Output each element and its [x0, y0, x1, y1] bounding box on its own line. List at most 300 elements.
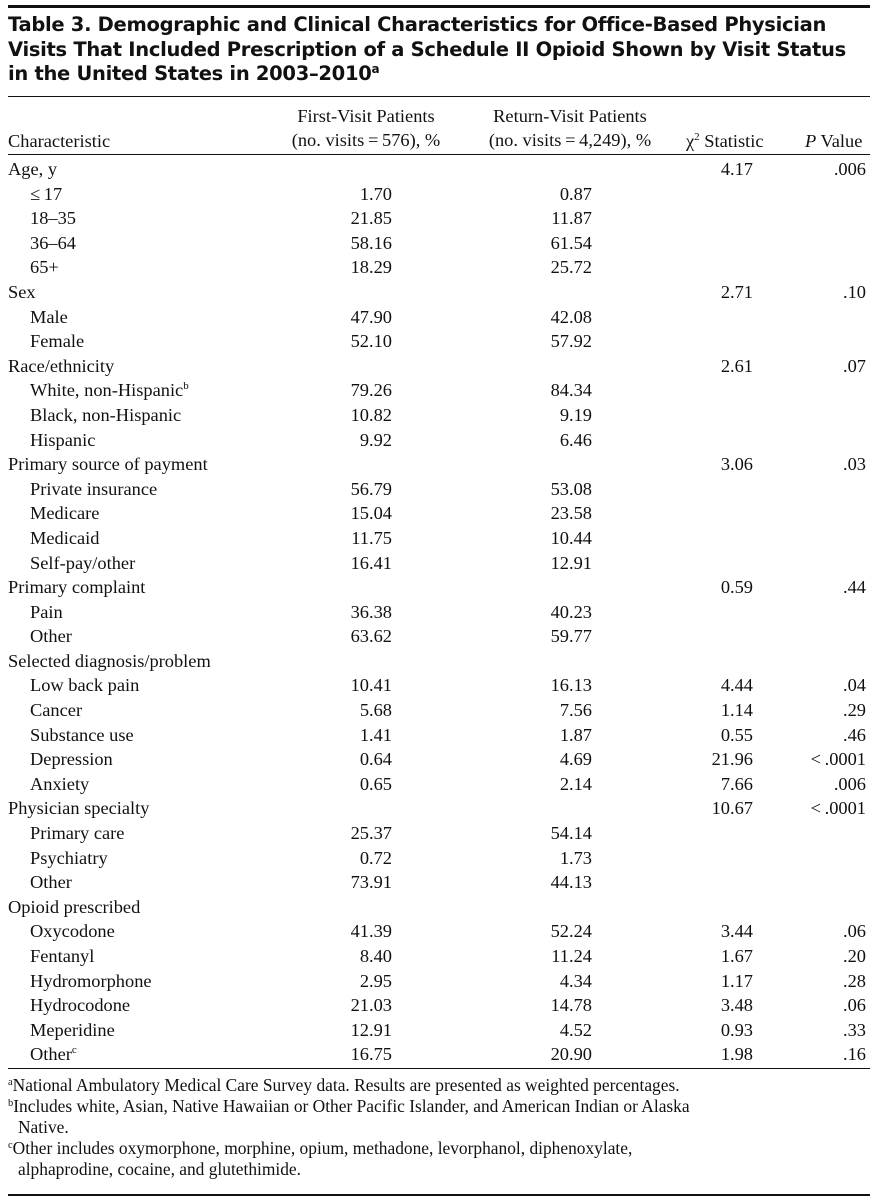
cell-first-visit: [351, 255, 392, 280]
cell-characteristic: [8, 895, 140, 920]
cell-characteristic-text: 18–35: [30, 208, 76, 229]
cell-return-visit-text: 0.87: [559, 183, 592, 204]
cell-characteristic: [30, 846, 108, 871]
cell-return-visit-text: 84.34: [550, 380, 592, 401]
cell-characteristic: [30, 821, 124, 846]
cell-first-visit-text: 73.91: [350, 872, 392, 893]
cell-characteristic: [30, 969, 152, 994]
cell-characteristic-text: Pain: [30, 601, 63, 622]
table-row: [8, 403, 870, 428]
cell-first-visit-text: 10.82: [350, 404, 392, 425]
cell-characteristic-text: Fentanyl: [30, 946, 95, 966]
table-row-category: [8, 354, 870, 379]
header-first-visit-line1: First-Visit Patients: [297, 106, 435, 126]
cell-characteristic: [30, 403, 181, 428]
cell-return-visit: [551, 378, 592, 403]
cell-p-value-text: .06: [843, 921, 866, 942]
cell-chi-square: [721, 919, 753, 944]
cell-first-visit-text: 1.70: [359, 183, 392, 204]
cell-return-visit-text: 52.24: [550, 921, 592, 942]
cell-return-visit: [560, 403, 592, 428]
table-row: [8, 1018, 870, 1043]
cell-first-visit: [351, 403, 392, 428]
cell-chi-square: [721, 1042, 753, 1067]
cell-characteristic: [30, 526, 99, 551]
cell-return-visit-text: 1.73: [559, 847, 592, 868]
cell-p-value-text: .20: [843, 946, 866, 966]
cell-characteristic: [30, 698, 82, 723]
cell-characteristic-text: ≤ 17: [30, 183, 63, 204]
cell-p-value-text: < .0001: [810, 798, 866, 819]
table-row: [8, 944, 870, 969]
cell-return-visit-text: 11.24: [551, 946, 592, 966]
table-row: [8, 772, 870, 797]
cell-characteristic-text: Primary complaint: [8, 577, 146, 598]
cell-first-visit-text: 0.65: [359, 773, 392, 794]
cell-first-visit: [360, 182, 392, 207]
table-row: [8, 501, 870, 526]
table-row: [8, 182, 870, 207]
cell-return-visit: [560, 698, 592, 723]
cell-characteristic-text: Psychiatry: [30, 847, 108, 868]
cell-chi-square-text: 0.55: [720, 724, 753, 745]
table-row: [8, 551, 870, 576]
cell-first-visit-text: 8.40: [359, 946, 392, 966]
cell-characteristic: [30, 624, 72, 649]
cell-chi-square-text: 2.61: [720, 355, 753, 376]
header-p-italic: P: [805, 131, 817, 151]
table-row: [8, 821, 870, 846]
cell-return-visit-text: 1.87: [559, 724, 592, 745]
cell-return-visit: [560, 428, 592, 453]
footnote-mark: c: [71, 1044, 77, 1057]
table-row: [8, 723, 870, 748]
cell-p-value: [843, 1042, 866, 1067]
cell-first-visit-text: 9.92: [359, 429, 392, 450]
cell-first-visit-text: 10.41: [350, 675, 392, 696]
cell-return-visit: [560, 772, 592, 797]
body-bottom-rule: [8, 1068, 870, 1069]
top-rule: [8, 5, 870, 8]
cell-return-visit-text: 4.34: [559, 970, 592, 991]
cell-p-value: [843, 944, 866, 969]
footnote: [8, 1075, 870, 1096]
cell-return-visit: [551, 944, 592, 969]
cell-characteristic: [8, 452, 208, 477]
cell-return-visit: [551, 206, 592, 231]
cell-return-visit: [551, 624, 592, 649]
cell-p-value: [834, 772, 866, 797]
cell-return-visit: [551, 551, 592, 576]
cell-return-visit: [551, 231, 592, 256]
cell-first-visit-text: 79.26: [350, 380, 392, 401]
cell-first-visit-text: 0.64: [359, 749, 392, 770]
table-row: [8, 526, 870, 551]
cell-characteristic: [30, 723, 134, 748]
cell-characteristic: [8, 796, 149, 821]
cell-return-visit-text: 4.52: [559, 1019, 592, 1040]
table-row: [8, 231, 870, 256]
table-title-footnote-mark: a: [371, 62, 380, 76]
cell-return-visit-text: 59.77: [550, 626, 592, 647]
cell-return-visit-text: 14.78: [550, 995, 592, 1016]
cell-return-visit: [551, 255, 592, 280]
cell-characteristic-text: Anxiety: [30, 773, 90, 794]
cell-characteristic: [30, 944, 94, 969]
cell-chi-square: [721, 969, 753, 994]
cell-chi-square: [721, 723, 753, 748]
cell-first-visit-text: 1.41: [359, 724, 392, 745]
cell-return-visit: [551, 919, 592, 944]
cell-characteristic: [30, 1042, 77, 1067]
cell-return-visit: [560, 747, 592, 772]
footnote: [8, 1138, 870, 1180]
cell-return-visit-text: 23.58: [550, 503, 592, 524]
cell-p-value: [843, 452, 866, 477]
cell-chi-square-text: 7.66: [720, 773, 753, 794]
cell-characteristic-text: Selected diagnosis/problem: [8, 650, 211, 671]
cell-return-visit: [560, 182, 592, 207]
cell-characteristic-text: Oxycodone: [30, 921, 115, 942]
cell-characteristic-text: Private insurance: [30, 478, 158, 499]
cell-first-visit: [351, 477, 392, 502]
footnote-text: National Ambulatory Medical Care Survey data. Results are presented as weighted percentages.: [12, 1075, 680, 1095]
cell-characteristic-text: Low back pain: [30, 675, 140, 696]
cell-chi-square-text: 4.44: [720, 675, 753, 696]
table-row: [8, 1042, 870, 1067]
cell-return-visit-text: 16.13: [550, 675, 592, 696]
table-row: [8, 698, 870, 723]
cell-characteristic-text: Other: [30, 1044, 72, 1065]
cell-characteristic-text: Age, y: [8, 159, 58, 179]
cell-return-visit: [551, 600, 592, 625]
cell-first-visit: [351, 329, 392, 354]
table-row: [8, 255, 870, 280]
cell-first-visit-text: 36.38: [350, 601, 392, 622]
cell-return-visit-text: 4.69: [559, 749, 592, 770]
cell-chi-square: [721, 673, 753, 698]
cell-chi-square-text: 1.17: [720, 970, 753, 991]
cell-characteristic-text: Cancer: [30, 700, 83, 721]
cell-first-visit: [360, 747, 392, 772]
cell-characteristic-text: Female: [30, 331, 85, 352]
cell-characteristic: [30, 772, 89, 797]
cell-p-value: [843, 993, 866, 1018]
cell-characteristic-text: Primary care: [30, 823, 125, 844]
header-chi-square: [686, 129, 764, 153]
cell-return-visit-text: 40.23: [550, 601, 592, 622]
cell-chi-square-text: 1.98: [720, 1044, 753, 1065]
cell-first-visit: [360, 969, 392, 994]
header-chi-label: Statistic: [699, 131, 764, 151]
footnote-text-continued: alphaprodine, cocaine, and glutethimide.: [18, 1159, 301, 1179]
cell-chi-square: [712, 747, 753, 772]
cell-first-visit: [351, 821, 392, 846]
cell-return-visit: [551, 501, 592, 526]
cell-return-visit: [551, 526, 592, 551]
cell-chi-square-text: 1.14: [720, 700, 753, 721]
cell-return-visit-text: 12.91: [550, 552, 592, 573]
cell-first-visit: [351, 624, 392, 649]
footnotes: [8, 1075, 870, 1180]
footnote: [8, 1096, 870, 1138]
cell-characteristic: [30, 870, 72, 895]
table-row: [8, 477, 870, 502]
cell-first-visit: [351, 870, 392, 895]
table-row: [8, 624, 870, 649]
cell-return-visit-text: 25.72: [550, 257, 592, 278]
cell-characteristic: [30, 1018, 115, 1043]
table-row: [8, 329, 870, 354]
cell-characteristic: [30, 329, 84, 354]
cell-characteristic-text: Other: [30, 626, 72, 647]
header-p-label: Value: [816, 131, 863, 151]
cell-first-visit-text: 47.90: [350, 306, 392, 327]
cell-first-visit: [351, 378, 392, 403]
cell-return-visit: [560, 969, 592, 994]
cell-characteristic: [30, 305, 68, 330]
cell-p-value-text: .46: [843, 724, 866, 745]
cell-first-visit-text: 21.03: [350, 995, 392, 1016]
table-header: [8, 104, 870, 154]
cell-return-visit-text: 6.46: [559, 429, 592, 450]
cell-first-visit-text: 25.37: [350, 823, 392, 844]
cell-characteristic: [30, 747, 113, 772]
header-chi-sup: 2: [694, 131, 700, 143]
cell-first-visit-text: 2.95: [359, 970, 392, 991]
footnote-text: Other includes oxymorphone, morphine, opium, methadone, levorphanol, diphenoxylate,: [12, 1138, 633, 1158]
cell-characteristic-text: Meperidine: [30, 1019, 115, 1040]
cell-return-visit-text: 61.54: [550, 232, 592, 253]
cell-chi-square: [721, 452, 753, 477]
footnote-mark: b: [183, 380, 189, 393]
cell-first-visit-text: 16.41: [350, 552, 392, 573]
cell-characteristic: [8, 575, 145, 600]
table-row-category: [8, 157, 870, 182]
cell-return-visit: [551, 821, 592, 846]
header-p-value: [805, 129, 862, 153]
cell-characteristic-text: Medicaid: [30, 527, 100, 548]
table-row-category: [8, 280, 870, 305]
cell-p-value-text: .44: [843, 577, 866, 598]
cell-first-visit-text: 41.39: [350, 921, 392, 942]
cell-characteristic-text: Hydrocodone: [30, 995, 131, 1016]
cell-characteristic: [30, 428, 95, 453]
cell-return-visit: [560, 1018, 592, 1043]
cell-first-visit: [351, 501, 392, 526]
cell-characteristic: [30, 551, 135, 576]
cell-characteristic-text: 36–64: [30, 232, 76, 253]
cell-chi-square-text: 1.67: [720, 946, 753, 966]
cell-first-visit: [351, 919, 392, 944]
cell-return-visit: [551, 329, 592, 354]
table-row: [8, 919, 870, 944]
cell-first-visit: [351, 993, 392, 1018]
cell-characteristic-text: Hispanic: [30, 429, 96, 450]
cell-p-value: [843, 575, 866, 600]
table-row: [8, 206, 870, 231]
cell-return-visit: [551, 673, 592, 698]
header-chi-symbol: χ: [686, 131, 695, 151]
cell-p-value-text: .28: [843, 970, 866, 991]
cell-first-visit: [360, 723, 392, 748]
cell-return-visit-text: 42.08: [550, 306, 592, 327]
cell-return-visit-text: 10.44: [550, 527, 592, 548]
cell-p-value-text: .006: [833, 773, 866, 794]
cell-first-visit: [351, 673, 392, 698]
table-row-category: [8, 575, 870, 600]
cell-characteristic: [30, 206, 76, 231]
cell-first-visit-text: 21.85: [350, 208, 392, 229]
cell-characteristic: [30, 477, 157, 502]
cell-first-visit: [360, 772, 392, 797]
header-return-visit: [470, 104, 670, 152]
cell-p-value-text: .006: [833, 159, 866, 179]
cell-chi-square: [721, 575, 753, 600]
cell-first-visit: [351, 551, 392, 576]
cell-chi-square-text: 3.06: [720, 454, 753, 475]
cell-characteristic: [30, 182, 62, 207]
cell-p-value: [843, 1018, 866, 1043]
cell-chi-square-text: 3.44: [720, 921, 753, 942]
cell-characteristic-text: Race/ethnicity: [8, 355, 115, 376]
cell-characteristic-text: Opioid prescribed: [8, 896, 141, 917]
cell-characteristic-text: White, non-Hispanic: [30, 380, 184, 401]
footnote-text-continued: Native.: [18, 1117, 69, 1137]
cell-p-value-text: .10: [843, 281, 866, 302]
header-first-visit-line2: (no. visits = 576), %: [291, 130, 441, 150]
cell-characteristic: [8, 354, 114, 379]
cell-chi-square-text: 0.93: [720, 1019, 753, 1040]
cell-first-visit-text: 63.62: [350, 626, 392, 647]
cell-return-visit: [551, 993, 592, 1018]
cell-first-visit-text: 5.68: [359, 700, 392, 721]
cell-characteristic: [8, 157, 57, 182]
cell-characteristic-text: Depression: [30, 749, 113, 770]
cell-return-visit: [551, 305, 592, 330]
cell-characteristic: [30, 501, 99, 526]
cell-p-value-text: .16: [843, 1044, 866, 1065]
table-title: [8, 13, 870, 87]
cell-characteristic-text: Sex: [8, 281, 36, 302]
cell-first-visit: [351, 231, 392, 256]
cell-first-visit: [351, 600, 392, 625]
cell-chi-square: [721, 772, 753, 797]
cell-characteristic: [30, 993, 130, 1018]
footnote-mark: b: [8, 1098, 14, 1109]
cell-first-visit-text: 12.91: [350, 1019, 392, 1040]
cell-chi-square-text: 2.71: [720, 281, 753, 302]
header-return-visit-line2: (no. visits = 4,249), %: [488, 130, 652, 150]
cell-p-value: [843, 673, 866, 698]
table-body: [8, 157, 870, 1067]
header-characteristic: Characteristic: [8, 131, 111, 151]
footnote-mark: a: [8, 1077, 13, 1088]
cell-return-visit: [560, 846, 592, 871]
cell-characteristic-text: Self-pay/other: [30, 552, 136, 573]
table-row: [8, 673, 870, 698]
cell-characteristic-text: Primary source of payment: [8, 454, 208, 475]
cell-p-value-text: .33: [843, 1019, 866, 1040]
cell-first-visit: [351, 526, 392, 551]
cell-return-visit-text: 53.08: [550, 478, 592, 499]
cell-return-visit-text: 7.56: [559, 700, 592, 721]
cell-first-visit: [351, 1018, 392, 1043]
cell-chi-square-text: 3.48: [720, 995, 753, 1016]
cell-chi-square-text: 10.67: [711, 798, 753, 819]
footnote-text: Includes white, Asian, Native Hawaiian or Other Pacific Islander, and American Indian or Alaska: [13, 1096, 690, 1116]
cell-p-value-text: .29: [843, 700, 866, 721]
cell-p-value-text: .07: [843, 355, 866, 376]
cell-p-value-text: .06: [843, 995, 866, 1016]
cell-first-visit: [360, 698, 392, 723]
cell-return-visit-text: 57.92: [550, 331, 592, 352]
cell-first-visit-text: 15.04: [350, 503, 392, 524]
cell-p-value: [843, 280, 866, 305]
cell-p-value: [843, 698, 866, 723]
cell-chi-square-text: 21.96: [711, 749, 753, 770]
table-row: [8, 600, 870, 625]
cell-characteristic-text: Male: [30, 306, 68, 327]
cell-first-visit: [360, 428, 392, 453]
cell-chi-square: [721, 280, 753, 305]
cell-first-visit-text: 0.72: [359, 847, 392, 868]
cell-chi-square-text: 0.59: [720, 577, 753, 598]
cell-characteristic: [30, 919, 115, 944]
cell-characteristic: [30, 673, 139, 698]
cell-chi-square: [721, 157, 753, 182]
cell-first-visit-text: 18.29: [350, 257, 392, 278]
header-return-visit-line1: Return-Visit Patients: [493, 106, 647, 126]
table-row: [8, 378, 870, 403]
cell-first-visit: [351, 1042, 392, 1067]
cell-p-value: [843, 354, 866, 379]
cell-chi-square: [721, 698, 753, 723]
cell-first-visit: [360, 846, 392, 871]
cell-p-value: [811, 796, 866, 821]
cell-characteristic: [30, 378, 189, 403]
bottom-rule: [8, 1194, 870, 1196]
cell-return-visit: [551, 870, 592, 895]
cell-chi-square: [721, 944, 753, 969]
cell-chi-square: [721, 1018, 753, 1043]
cell-return-visit-text: 44.13: [550, 872, 592, 893]
table-row: [8, 993, 870, 1018]
title-rule: [8, 96, 870, 97]
table-row: [8, 305, 870, 330]
cell-return-visit: [551, 1042, 592, 1067]
cell-return-visit-text: 11.87: [551, 208, 592, 229]
cell-first-visit: [360, 944, 392, 969]
cell-first-visit-text: 11.75: [351, 527, 392, 548]
cell-p-value-text: .04: [843, 675, 866, 696]
cell-first-visit-text: 58.16: [350, 232, 392, 253]
cell-return-visit-text: 9.19: [559, 404, 592, 425]
table-row: [8, 870, 870, 895]
cell-return-visit-text: 2.14: [559, 773, 592, 794]
table-title-text: Table 3. Demographic and Clinical Characteristics for Office-Based Physician Visits That Included Prescription of a Schedule II Opioid Shown by Visit Status in the United States in 2003–2010: [8, 13, 846, 85]
cell-p-value: [843, 723, 866, 748]
footnote-mark: c: [8, 1140, 13, 1151]
table-row: [8, 969, 870, 994]
table-row-category: [8, 452, 870, 477]
cell-characteristic-text: Black, non-Hispanic: [30, 404, 182, 425]
cell-p-value: [843, 919, 866, 944]
cell-first-visit-text: 16.75: [350, 1044, 392, 1065]
cell-first-visit-text: 52.10: [350, 331, 392, 352]
cell-characteristic-text: 65+: [30, 257, 59, 278]
cell-characteristic-text: Hydromorphone: [30, 970, 152, 991]
